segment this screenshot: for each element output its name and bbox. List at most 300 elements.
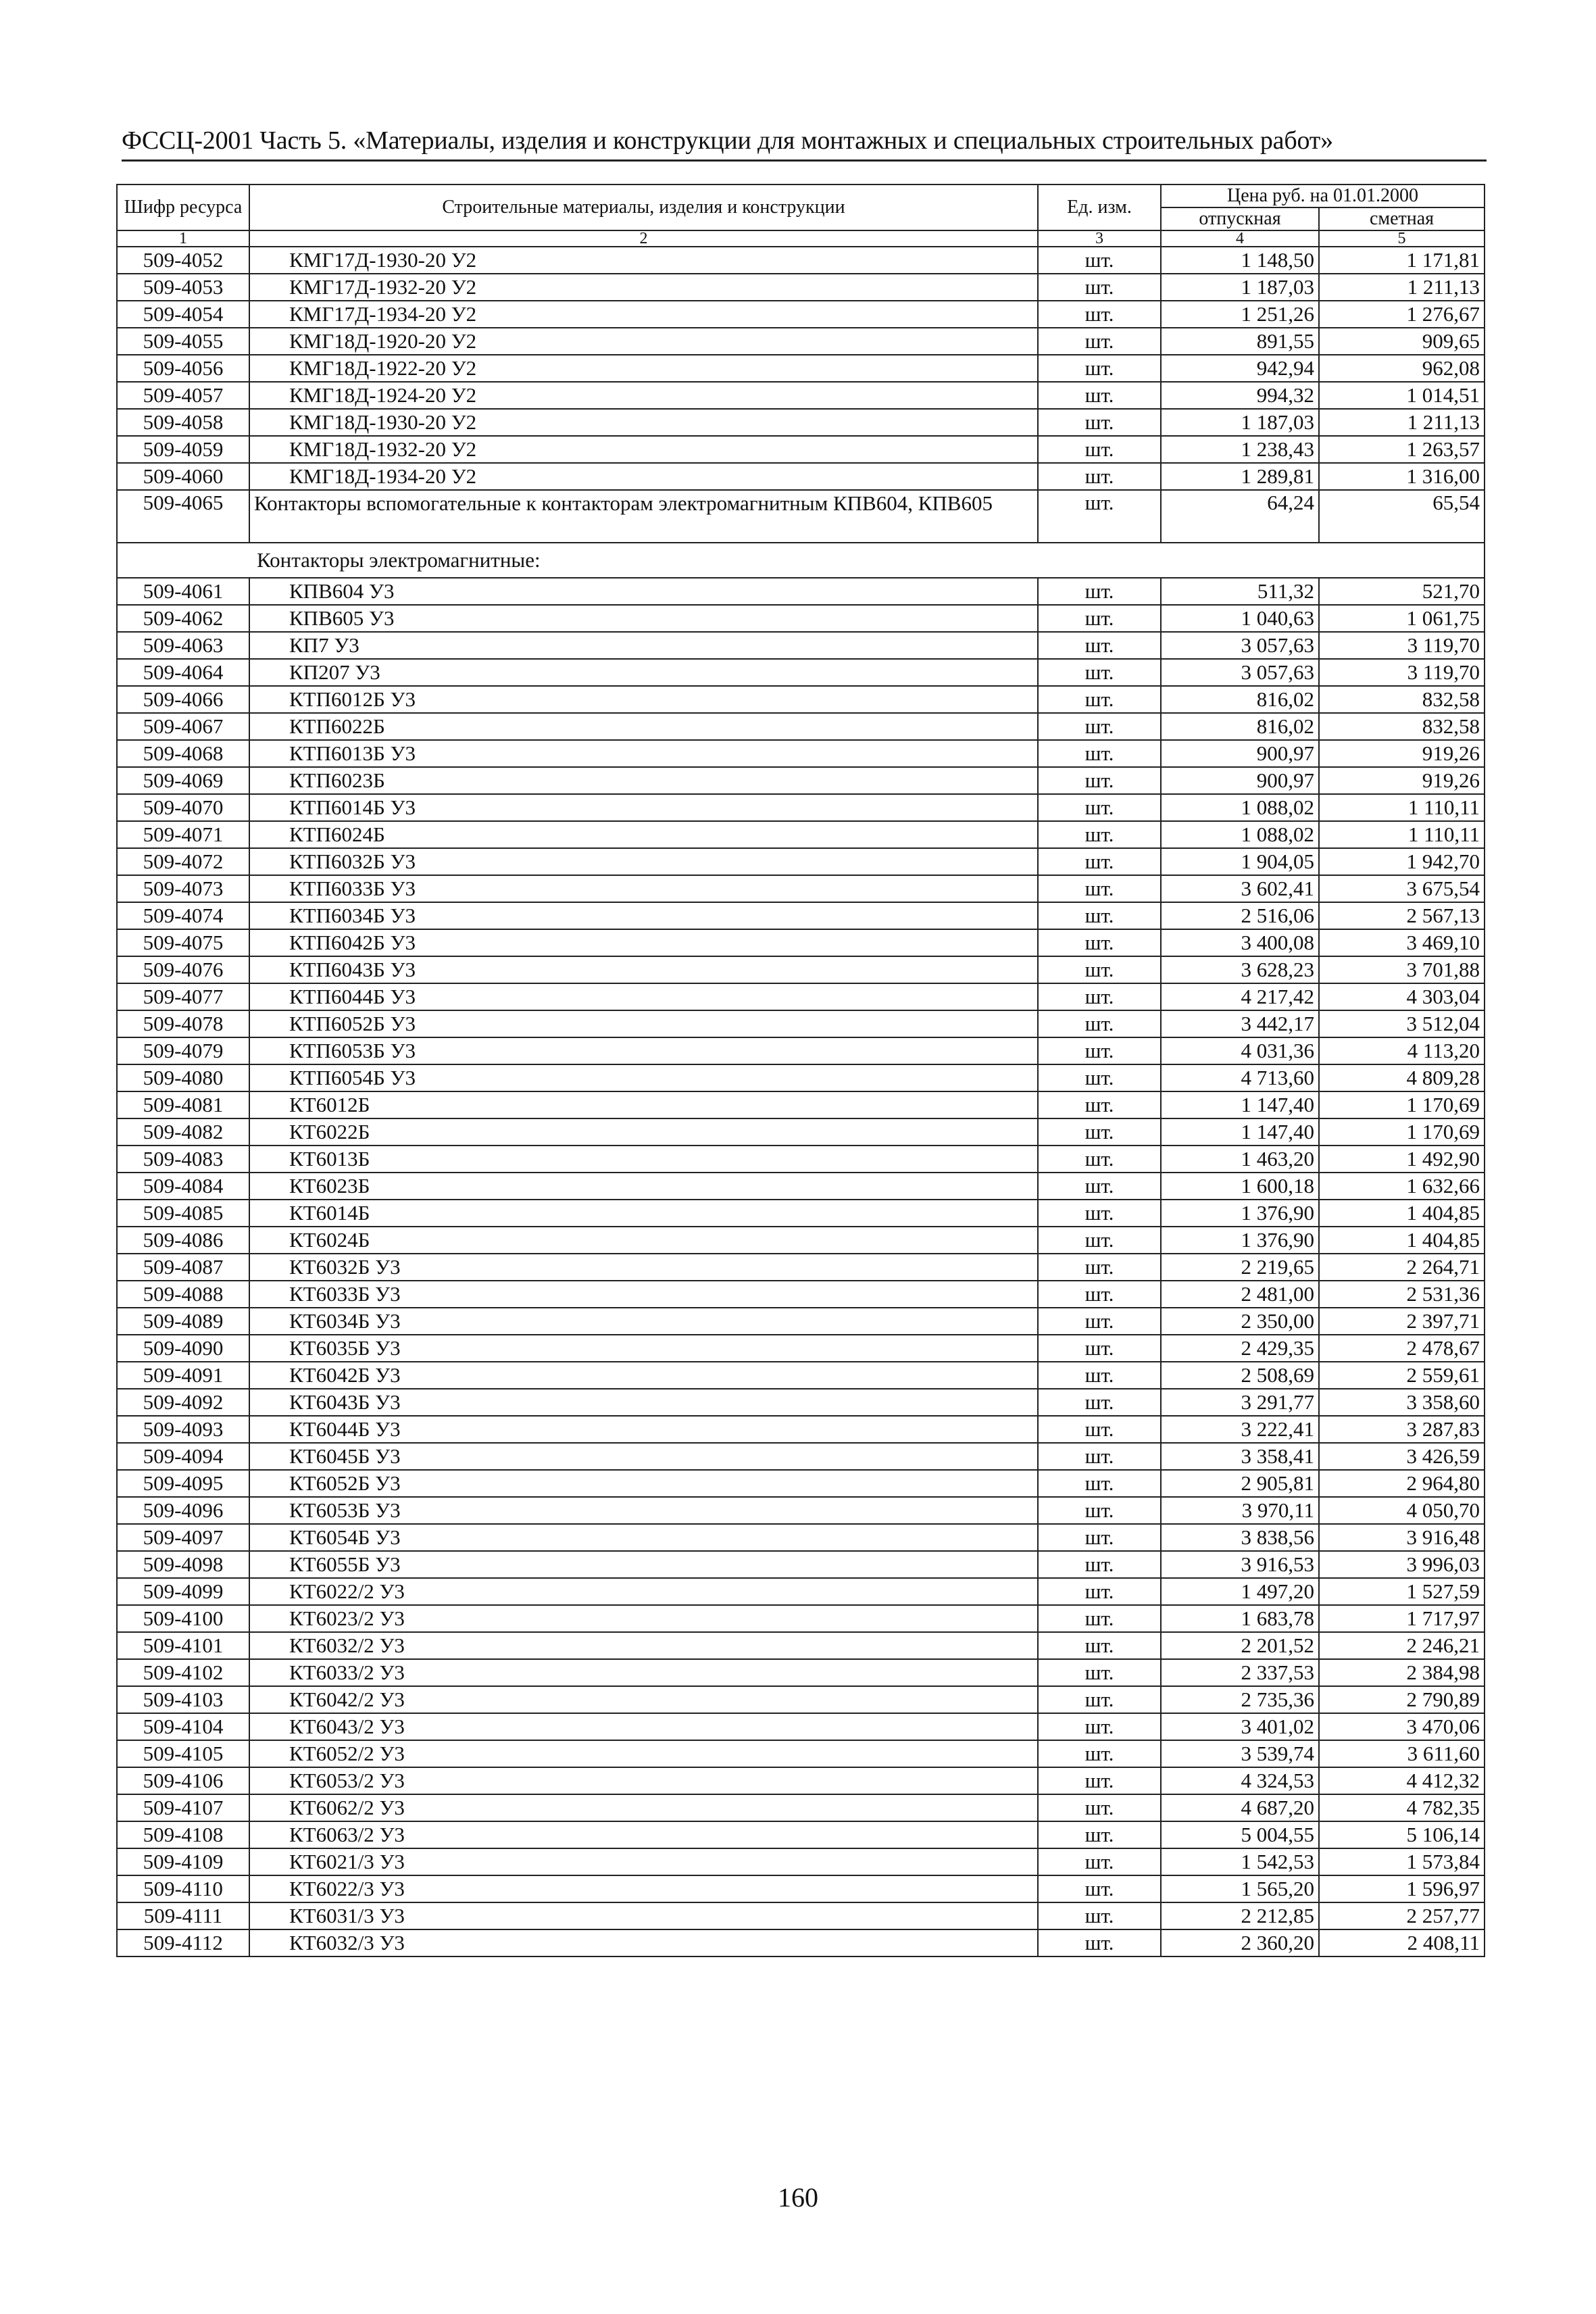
table-row [117, 1254, 1485, 1281]
estimate-price: 2 964,80 [1319, 1470, 1485, 1497]
estimate-price: 65,54 [1319, 490, 1485, 543]
unit: шт. [1038, 247, 1161, 274]
resource-code: 509-4054 [117, 301, 249, 328]
resource-name: КТ6045Б У3 [249, 1443, 1038, 1470]
resource-name: КТ6053/2 У3 [249, 1767, 1038, 1794]
estimate-price: 1 942,70 [1319, 848, 1485, 875]
estimate-price: 909,65 [1319, 328, 1485, 355]
release-price: 3 442,17 [1161, 1010, 1319, 1037]
resource-code: 509-4093 [117, 1416, 249, 1443]
table-row [117, 578, 1485, 605]
release-price: 2 429,35 [1161, 1335, 1319, 1362]
release-price: 2 905,81 [1161, 1470, 1319, 1497]
column-number: 3 [1038, 230, 1161, 247]
resource-code: 509-4067 [117, 713, 249, 740]
unit: шт. [1038, 328, 1161, 355]
resource-code: 509-4084 [117, 1173, 249, 1200]
estimate-price: 1 061,75 [1319, 605, 1485, 632]
resource-code: 509-4086 [117, 1227, 249, 1254]
unit: шт. [1038, 1929, 1161, 1956]
unit: шт. [1038, 956, 1161, 983]
resource-code: 509-4076 [117, 956, 249, 983]
estimate-price: 1 404,85 [1319, 1200, 1485, 1227]
resource-code: 509-4112 [117, 1929, 249, 1956]
release-price: 4 217,42 [1161, 983, 1319, 1010]
table-row [117, 821, 1485, 848]
estimate-price: 3 996,03 [1319, 1551, 1485, 1578]
resource-name: КТ6023Б [249, 1173, 1038, 1200]
estimate-price: 2 264,71 [1319, 1254, 1485, 1281]
resource-code: 509-4095 [117, 1470, 249, 1497]
table-row [117, 875, 1485, 902]
estimate-price: 2 790,89 [1319, 1686, 1485, 1713]
resource-code: 509-4055 [117, 328, 249, 355]
estimate-price: 4 113,20 [1319, 1037, 1485, 1064]
col-header-estimate: сметная [1319, 207, 1485, 230]
resource-name: КТП6023Б [249, 767, 1038, 794]
table-row [117, 1010, 1485, 1037]
estimate-price: 3 512,04 [1319, 1010, 1485, 1037]
resource-name: КМГ18Д-1924-20 У2 [249, 382, 1038, 409]
estimate-price: 2 384,98 [1319, 1659, 1485, 1686]
resource-name: КТ6043/2 У3 [249, 1713, 1038, 1740]
resource-name: КТП6052Б У3 [249, 1010, 1038, 1037]
release-price: 1 088,02 [1161, 821, 1319, 848]
resource-name: КТ6034Б У3 [249, 1308, 1038, 1335]
unit: шт. [1038, 605, 1161, 632]
resource-code: 509-4106 [117, 1767, 249, 1794]
release-price: 2 516,06 [1161, 902, 1319, 929]
col-header-unit: Ед. изм. [1038, 184, 1161, 230]
resource-name: КТ6032/2 У3 [249, 1632, 1038, 1659]
release-price: 1 187,03 [1161, 409, 1319, 436]
unit: шт. [1038, 1173, 1161, 1200]
release-price: 3 970,11 [1161, 1497, 1319, 1524]
estimate-price: 919,26 [1319, 767, 1485, 794]
release-price: 3 358,41 [1161, 1443, 1319, 1470]
resource-code: 509-4062 [117, 605, 249, 632]
resource-code: 509-4085 [117, 1200, 249, 1227]
table-row [117, 1064, 1485, 1091]
table-row [117, 1902, 1485, 1929]
estimate-price: 832,58 [1319, 686, 1485, 713]
resource-code: 509-4105 [117, 1740, 249, 1767]
estimate-price: 1 170,69 [1319, 1091, 1485, 1118]
estimate-price: 832,58 [1319, 713, 1485, 740]
estimate-price: 1 211,13 [1319, 274, 1485, 301]
resource-code: 509-4053 [117, 274, 249, 301]
resource-name: КМГ17Д-1932-20 У2 [249, 274, 1038, 301]
resource-code: 509-4056 [117, 355, 249, 382]
resource-code: 509-4072 [117, 848, 249, 875]
col-header-code: Шифр ресурса [117, 184, 249, 230]
resource-name: КТ6024Б [249, 1227, 1038, 1254]
resource-code: 509-4100 [117, 1605, 249, 1632]
table-row [117, 1875, 1485, 1902]
estimate-price: 3 426,59 [1319, 1443, 1485, 1470]
resource-name: КТ6053Б У3 [249, 1497, 1038, 1524]
table-row [117, 1632, 1485, 1659]
release-price: 3 916,53 [1161, 1551, 1319, 1578]
release-price: 1 497,20 [1161, 1578, 1319, 1605]
unit: шт. [1038, 1227, 1161, 1254]
release-price: 891,55 [1161, 328, 1319, 355]
table-row [117, 1335, 1485, 1362]
resource-code: 509-4103 [117, 1686, 249, 1713]
release-price: 2 212,85 [1161, 1902, 1319, 1929]
resource-name: КМГ18Д-1932-20 У2 [249, 436, 1038, 463]
release-price: 4 713,60 [1161, 1064, 1319, 1091]
table-row [117, 409, 1485, 436]
unit: шт. [1038, 409, 1161, 436]
release-price: 3 838,56 [1161, 1524, 1319, 1551]
release-price: 1 683,78 [1161, 1605, 1319, 1632]
col-header-release: отпускная [1161, 207, 1319, 230]
estimate-price: 4 303,04 [1319, 983, 1485, 1010]
table-row [117, 767, 1485, 794]
resource-name: Контакторы вспомогательные к контакторам электромагнитным КПВ604, КПВ605 [249, 490, 1038, 543]
resource-code: 509-4078 [117, 1010, 249, 1037]
table-row [117, 1389, 1485, 1416]
unit: шт. [1038, 355, 1161, 382]
estimate-price: 1 404,85 [1319, 1227, 1485, 1254]
unit: шт. [1038, 1200, 1161, 1227]
resource-code: 509-4104 [117, 1713, 249, 1740]
unit: шт. [1038, 301, 1161, 328]
table-row [117, 1794, 1485, 1821]
estimate-price: 1 573,84 [1319, 1848, 1485, 1875]
release-price: 4 324,53 [1161, 1767, 1319, 1794]
unit: шт. [1038, 578, 1161, 605]
resource-code: 509-4052 [117, 247, 249, 274]
resource-code: 509-4060 [117, 463, 249, 490]
table-row [117, 1146, 1485, 1173]
release-price: 816,02 [1161, 713, 1319, 740]
resource-code: 509-4096 [117, 1497, 249, 1524]
resource-name: КПВ604 У3 [249, 578, 1038, 605]
estimate-price: 1 717,97 [1319, 1605, 1485, 1632]
resource-code: 509-4110 [117, 1875, 249, 1902]
resource-code: 509-4057 [117, 382, 249, 409]
resource-code: 509-4071 [117, 821, 249, 848]
estimate-price: 2 397,71 [1319, 1308, 1485, 1335]
unit: шт. [1038, 983, 1161, 1010]
resource-name: КТ6031/3 У3 [249, 1902, 1038, 1929]
estimate-price: 5 106,14 [1319, 1821, 1485, 1848]
estimate-price: 1 263,57 [1319, 436, 1485, 463]
release-price: 1 542,53 [1161, 1848, 1319, 1875]
resource-name: КМГ17Д-1934-20 У2 [249, 301, 1038, 328]
unit: шт. [1038, 902, 1161, 929]
estimate-price: 4 809,28 [1319, 1064, 1485, 1091]
release-price: 3 057,63 [1161, 632, 1319, 659]
unit: шт. [1038, 740, 1161, 767]
resource-name: КТП6032Б У3 [249, 848, 1038, 875]
resource-code: 509-4101 [117, 1632, 249, 1659]
resource-code: 509-4077 [117, 983, 249, 1010]
header-row [117, 184, 1485, 207]
release-price: 3 628,23 [1161, 956, 1319, 983]
resource-code: 509-4087 [117, 1254, 249, 1281]
release-price: 2 350,00 [1161, 1308, 1319, 1335]
release-price: 900,97 [1161, 767, 1319, 794]
release-price: 511,32 [1161, 578, 1319, 605]
release-price: 1 040,63 [1161, 605, 1319, 632]
resource-name: КТ6055Б У3 [249, 1551, 1038, 1578]
estimate-price: 1 596,97 [1319, 1875, 1485, 1902]
resource-code: 509-4065 [117, 490, 249, 543]
resource-name: КТ6033Б У3 [249, 1281, 1038, 1308]
release-price: 1 088,02 [1161, 794, 1319, 821]
estimate-price: 3 119,70 [1319, 632, 1485, 659]
table-row [117, 1497, 1485, 1524]
release-price: 2 219,65 [1161, 1254, 1319, 1281]
resource-code: 509-4080 [117, 1064, 249, 1091]
group-row [117, 543, 1485, 578]
release-price: 4 687,20 [1161, 1794, 1319, 1821]
release-price: 2 337,53 [1161, 1659, 1319, 1686]
release-price: 1 251,26 [1161, 301, 1319, 328]
resource-name: КТ6035Б У3 [249, 1335, 1038, 1362]
resource-code: 509-4102 [117, 1659, 249, 1686]
resource-code: 509-4082 [117, 1118, 249, 1146]
resource-code: 509-4069 [117, 767, 249, 794]
estimate-price: 1 632,66 [1319, 1173, 1485, 1200]
resource-name: КТ6033/2 У3 [249, 1659, 1038, 1686]
unit: шт. [1038, 1686, 1161, 1713]
resource-name: КТП6013Б У3 [249, 740, 1038, 767]
release-price: 5 004,55 [1161, 1821, 1319, 1848]
table-row [117, 1659, 1485, 1686]
estimate-price: 4 050,70 [1319, 1497, 1485, 1524]
unit: шт. [1038, 1578, 1161, 1605]
unit: шт. [1038, 1875, 1161, 1902]
estimate-price: 3 916,48 [1319, 1524, 1485, 1551]
table-row [117, 1686, 1485, 1713]
table-row [117, 713, 1485, 740]
resource-name: КТ6063/2 У3 [249, 1821, 1038, 1848]
release-price: 3 539,74 [1161, 1740, 1319, 1767]
unit: шт. [1038, 1794, 1161, 1821]
unit: шт. [1038, 1091, 1161, 1118]
resource-name: КТП6022Б [249, 713, 1038, 740]
resource-name: КП7 У3 [249, 632, 1038, 659]
resource-code: 509-4099 [117, 1578, 249, 1605]
estimate-price: 4 782,35 [1319, 1794, 1485, 1821]
table-row [117, 1821, 1485, 1848]
estimate-price: 3 119,70 [1319, 659, 1485, 686]
table-row [117, 659, 1485, 686]
resource-name: КТ6023/2 У3 [249, 1605, 1038, 1632]
col-header-name: Строительные материалы, изделия и конструкции [249, 184, 1038, 230]
estimate-price: 1 527,59 [1319, 1578, 1485, 1605]
resource-name: КТП6024Б [249, 821, 1038, 848]
column-number: 5 [1319, 230, 1485, 247]
release-price: 2 508,69 [1161, 1362, 1319, 1389]
unit: шт. [1038, 632, 1161, 659]
unit: шт. [1038, 1254, 1161, 1281]
unit: шт. [1038, 821, 1161, 848]
release-price: 816,02 [1161, 686, 1319, 713]
resource-name: КТП6014Б У3 [249, 794, 1038, 821]
unit: шт. [1038, 1281, 1161, 1308]
resource-name: КП207 У3 [249, 659, 1038, 686]
estimate-price: 3 675,54 [1319, 875, 1485, 902]
estimate-price: 1 110,11 [1319, 794, 1485, 821]
table-row [117, 794, 1485, 821]
resource-name: КМГ18Д-1930-20 У2 [249, 409, 1038, 436]
resource-name: КТ6012Б [249, 1091, 1038, 1118]
estimate-price: 3 287,83 [1319, 1416, 1485, 1443]
table-row [117, 1200, 1485, 1227]
col-header-price: Цена руб. на 01.01.2000 [1161, 184, 1485, 207]
resource-code: 509-4097 [117, 1524, 249, 1551]
resource-code: 509-4070 [117, 794, 249, 821]
resource-name: КТ6052/2 У3 [249, 1740, 1038, 1767]
estimate-price: 2 567,13 [1319, 902, 1485, 929]
table-row [117, 902, 1485, 929]
unit: шт. [1038, 490, 1161, 543]
unit: шт. [1038, 382, 1161, 409]
table-row [117, 355, 1485, 382]
estimate-price: 1 276,67 [1319, 301, 1485, 328]
release-price: 3 400,08 [1161, 929, 1319, 956]
table-row [117, 1308, 1485, 1335]
resource-code: 509-4092 [117, 1389, 249, 1416]
estimate-price: 1 316,00 [1319, 463, 1485, 490]
release-price: 3 602,41 [1161, 875, 1319, 902]
table-row [117, 1416, 1485, 1443]
release-price: 994,32 [1161, 382, 1319, 409]
table-row [117, 490, 1485, 543]
resource-name: КТП6034Б У3 [249, 902, 1038, 929]
release-price: 1 376,90 [1161, 1227, 1319, 1254]
resource-code: 509-4091 [117, 1362, 249, 1389]
release-price: 3 291,77 [1161, 1389, 1319, 1416]
table-row [117, 1037, 1485, 1064]
price-table [116, 184, 1485, 1957]
estimate-price: 3 470,06 [1319, 1713, 1485, 1740]
release-price: 1 148,50 [1161, 247, 1319, 274]
column-number-row [117, 230, 1485, 247]
table-row [117, 1848, 1485, 1875]
page-title: ФССЦ-2001 Часть 5. «Материалы, изделия и конструкции для монтажных и специальных строительных работ» [122, 126, 1487, 162]
release-price: 3 401,02 [1161, 1713, 1319, 1740]
resource-name: КТ6013Б [249, 1146, 1038, 1173]
release-price: 4 031,36 [1161, 1037, 1319, 1064]
resource-name: КТ6044Б У3 [249, 1416, 1038, 1443]
table-row [117, 274, 1485, 301]
resource-name: КТ6022Б [249, 1118, 1038, 1146]
estimate-price: 1 014,51 [1319, 382, 1485, 409]
resource-name: КТ6032Б У3 [249, 1254, 1038, 1281]
release-price: 1 147,40 [1161, 1118, 1319, 1146]
table-row [117, 1740, 1485, 1767]
estimate-price: 919,26 [1319, 740, 1485, 767]
resource-name: КТ6032/3 У3 [249, 1929, 1038, 1956]
estimate-price: 3 469,10 [1319, 929, 1485, 956]
release-price: 1 565,20 [1161, 1875, 1319, 1902]
estimate-price: 4 412,32 [1319, 1767, 1485, 1794]
table-row [117, 632, 1485, 659]
table-row [117, 1227, 1485, 1254]
resource-name: КТП6053Б У3 [249, 1037, 1038, 1064]
release-price: 2 360,20 [1161, 1929, 1319, 1956]
resource-name: КТ6014Б [249, 1200, 1038, 1227]
unit: шт. [1038, 463, 1161, 490]
unit: шт. [1038, 1497, 1161, 1524]
release-price: 2 201,52 [1161, 1632, 1319, 1659]
unit: шт. [1038, 274, 1161, 301]
resource-name: КТ6062/2 У3 [249, 1794, 1038, 1821]
table-row [117, 328, 1485, 355]
unit: шт. [1038, 436, 1161, 463]
resource-code: 509-4061 [117, 578, 249, 605]
unit: шт. [1038, 848, 1161, 875]
resource-code: 509-4073 [117, 875, 249, 902]
resource-name: КТ6022/2 У3 [249, 1578, 1038, 1605]
resource-code: 509-4088 [117, 1281, 249, 1308]
table-row [117, 463, 1485, 490]
resource-code: 509-4098 [117, 1551, 249, 1578]
resource-code: 509-4108 [117, 1821, 249, 1848]
resource-name: КМГ18Д-1920-20 У2 [249, 328, 1038, 355]
unit: шт. [1038, 686, 1161, 713]
column-number: 1 [117, 230, 249, 247]
unit: шт. [1038, 1389, 1161, 1416]
estimate-price: 1 211,13 [1319, 409, 1485, 436]
resource-code: 509-4066 [117, 686, 249, 713]
table-row [117, 1713, 1485, 1740]
table-row [117, 1605, 1485, 1632]
resource-code: 509-4075 [117, 929, 249, 956]
table-row [117, 740, 1485, 767]
estimate-price: 3 358,60 [1319, 1389, 1485, 1416]
release-price: 1 904,05 [1161, 848, 1319, 875]
unit: шт. [1038, 929, 1161, 956]
table-row [117, 929, 1485, 956]
estimate-price: 1 170,69 [1319, 1118, 1485, 1146]
table-row [117, 1551, 1485, 1578]
unit: шт. [1038, 1064, 1161, 1091]
resource-code: 509-4064 [117, 659, 249, 686]
unit: шт. [1038, 1713, 1161, 1740]
resource-name: КТП6044Б У3 [249, 983, 1038, 1010]
unit: шт. [1038, 1632, 1161, 1659]
resource-code: 509-4058 [117, 409, 249, 436]
release-price: 1 463,20 [1161, 1146, 1319, 1173]
unit: шт. [1038, 767, 1161, 794]
table-row [117, 983, 1485, 1010]
unit: шт. [1038, 1118, 1161, 1146]
estimate-price: 2 257,77 [1319, 1902, 1485, 1929]
release-price: 900,97 [1161, 740, 1319, 767]
resource-code: 509-4063 [117, 632, 249, 659]
resource-name: КТП6054Б У3 [249, 1064, 1038, 1091]
resource-name: КТ6052Б У3 [249, 1470, 1038, 1497]
table-row [117, 247, 1485, 274]
release-price: 3 222,41 [1161, 1416, 1319, 1443]
unit: шт. [1038, 875, 1161, 902]
estimate-price: 2 478,67 [1319, 1335, 1485, 1362]
table-row [117, 1524, 1485, 1551]
resource-name: КТП6033Б У3 [249, 875, 1038, 902]
estimate-price: 2 531,36 [1319, 1281, 1485, 1308]
table-row [117, 956, 1485, 983]
unit: шт. [1038, 1821, 1161, 1848]
estimate-price: 1 110,11 [1319, 821, 1485, 848]
resource-name: КТ6054Б У3 [249, 1524, 1038, 1551]
